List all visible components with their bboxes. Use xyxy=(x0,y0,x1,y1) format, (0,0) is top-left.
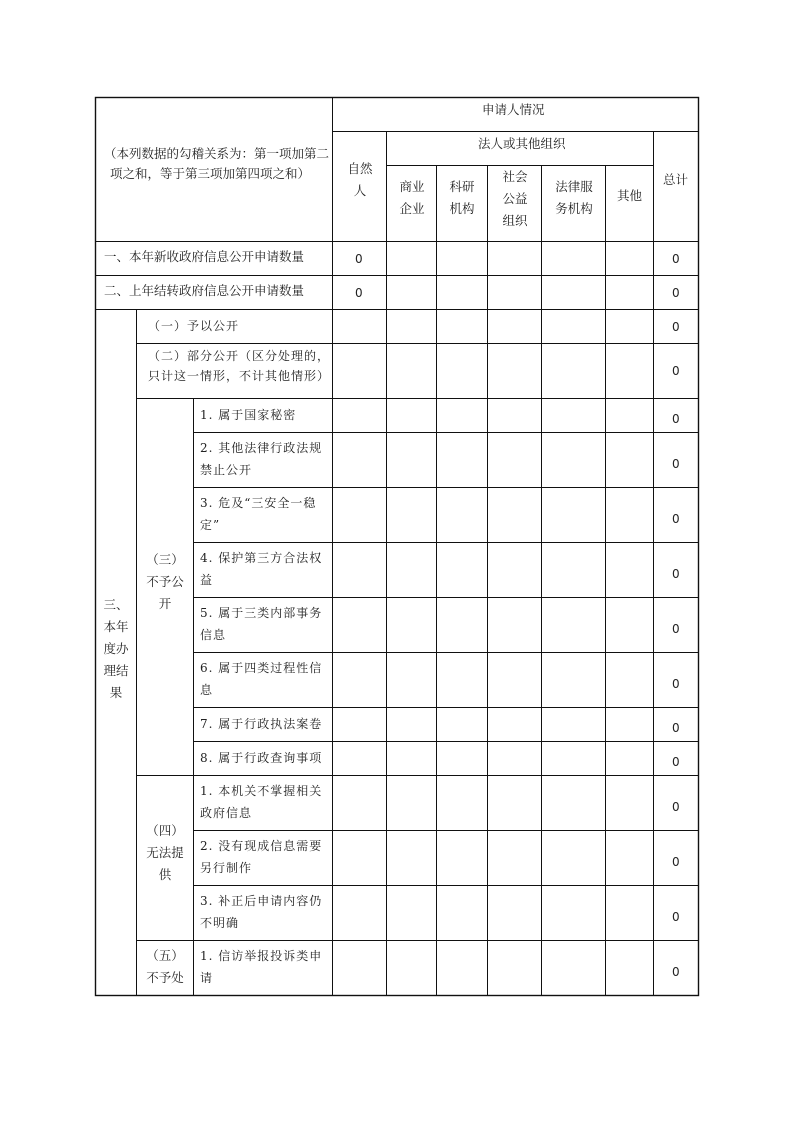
row-disclose-total: 0 xyxy=(672,320,680,334)
group-not-process-label: （五） 不予处 xyxy=(146,948,184,985)
item-label-not-disclose-3: 3. 危及“三安全一稳 定” xyxy=(200,496,317,532)
header-note-line1: （本列数据的勾稽关系为：第一项加第二 xyxy=(104,146,330,161)
item-label-unable-2: 2. 没有现成信息需要 另行制作 xyxy=(200,839,323,875)
item-total-not-disclose-2: 0 xyxy=(672,456,680,471)
group-not-disclose-label: （三） 不予公 开 xyxy=(146,552,184,611)
row-new-requests-label: 一、本年新收政府信息公开申请数量 xyxy=(104,249,305,264)
item-total-not-disclose-5: 0 xyxy=(672,621,680,636)
row-partial-label-1: （二）部分公开（区分处理的， xyxy=(148,349,331,363)
item-total-unable-1: 0 xyxy=(672,799,680,814)
item-label-not-disclose-1: 1. 属于国家秘密 xyxy=(200,408,297,422)
row-carried-over-label: 二、上年结转政府信息公开申请数量 xyxy=(104,283,305,298)
item-total-not-disclose-7: 0 xyxy=(672,721,680,735)
item-label-not-disclose-8: 8. 属于行政查询事项 xyxy=(200,751,323,765)
item-label-not-disclose-4: 4. 保护第三方合法权 益 xyxy=(200,551,323,587)
row-carried-over-natural: 0 xyxy=(355,286,363,300)
row-new-requests-natural: 0 xyxy=(355,252,363,266)
public-welfare-header: 社会 公益 组织 xyxy=(502,169,528,228)
item-total-not-disclose-6: 0 xyxy=(672,676,680,691)
item-label-not-disclose-2: 2. 其他法律行政法规 禁止公开 xyxy=(200,441,323,477)
item-total-unable-2: 0 xyxy=(672,854,680,869)
section3-label: 三、 本年 度办 理结 果 xyxy=(103,597,129,700)
item-label-not-disclose-6: 6. 属于四类过程性信 息 xyxy=(200,661,323,697)
item-label-not-process-1: 1. 信访举报投诉类申 请 xyxy=(200,949,323,985)
item-total-not-disclose-8: 0 xyxy=(672,755,680,769)
item-total-not-disclose-1: 0 xyxy=(672,412,680,426)
group-unable-label: （四） 无法提 供 xyxy=(146,823,184,882)
legal-service-header: 法律服 务机构 xyxy=(555,179,593,216)
item-label-unable-3: 3. 补正后申请内容仍 不明确 xyxy=(200,894,323,930)
item-total-not-disclose-4: 0 xyxy=(672,566,680,581)
other-header: 其他 xyxy=(617,188,643,203)
item-label-not-disclose-7: 7. 属于行政执法案卷 xyxy=(200,717,323,731)
research-header: 科研 机构 xyxy=(449,179,475,216)
total-header: 总计 xyxy=(663,172,689,187)
row-carried-over-total: 0 xyxy=(672,286,680,300)
legal-group-header: 法人或其他组织 xyxy=(478,136,566,151)
header-note-line2: 项之和，等于第三项加第四项之和） xyxy=(110,166,311,181)
item-total-unable-3: 0 xyxy=(672,909,680,924)
row-partial-total: 0 xyxy=(672,364,680,378)
item-total-not-disclose-3: 0 xyxy=(672,511,680,526)
item-label-unable-1: 1. 本机关不掌握相关 政府信息 xyxy=(200,784,323,820)
row-disclose-label: （一）予以公开 xyxy=(148,319,240,333)
row-partial-label-2: 只计这一情形，不计其他情形） xyxy=(148,369,331,383)
item-total-not-process-1: 0 xyxy=(672,964,680,979)
natural-person-header: 自然 人 xyxy=(347,161,373,198)
applicant-header: 申请人情况 xyxy=(482,102,545,117)
row-new-requests-total: 0 xyxy=(672,252,680,266)
commercial-header: 商业 企业 xyxy=(399,179,425,216)
item-label-not-disclose-5: 5. 属于三类内部事务 信息 xyxy=(200,606,323,642)
